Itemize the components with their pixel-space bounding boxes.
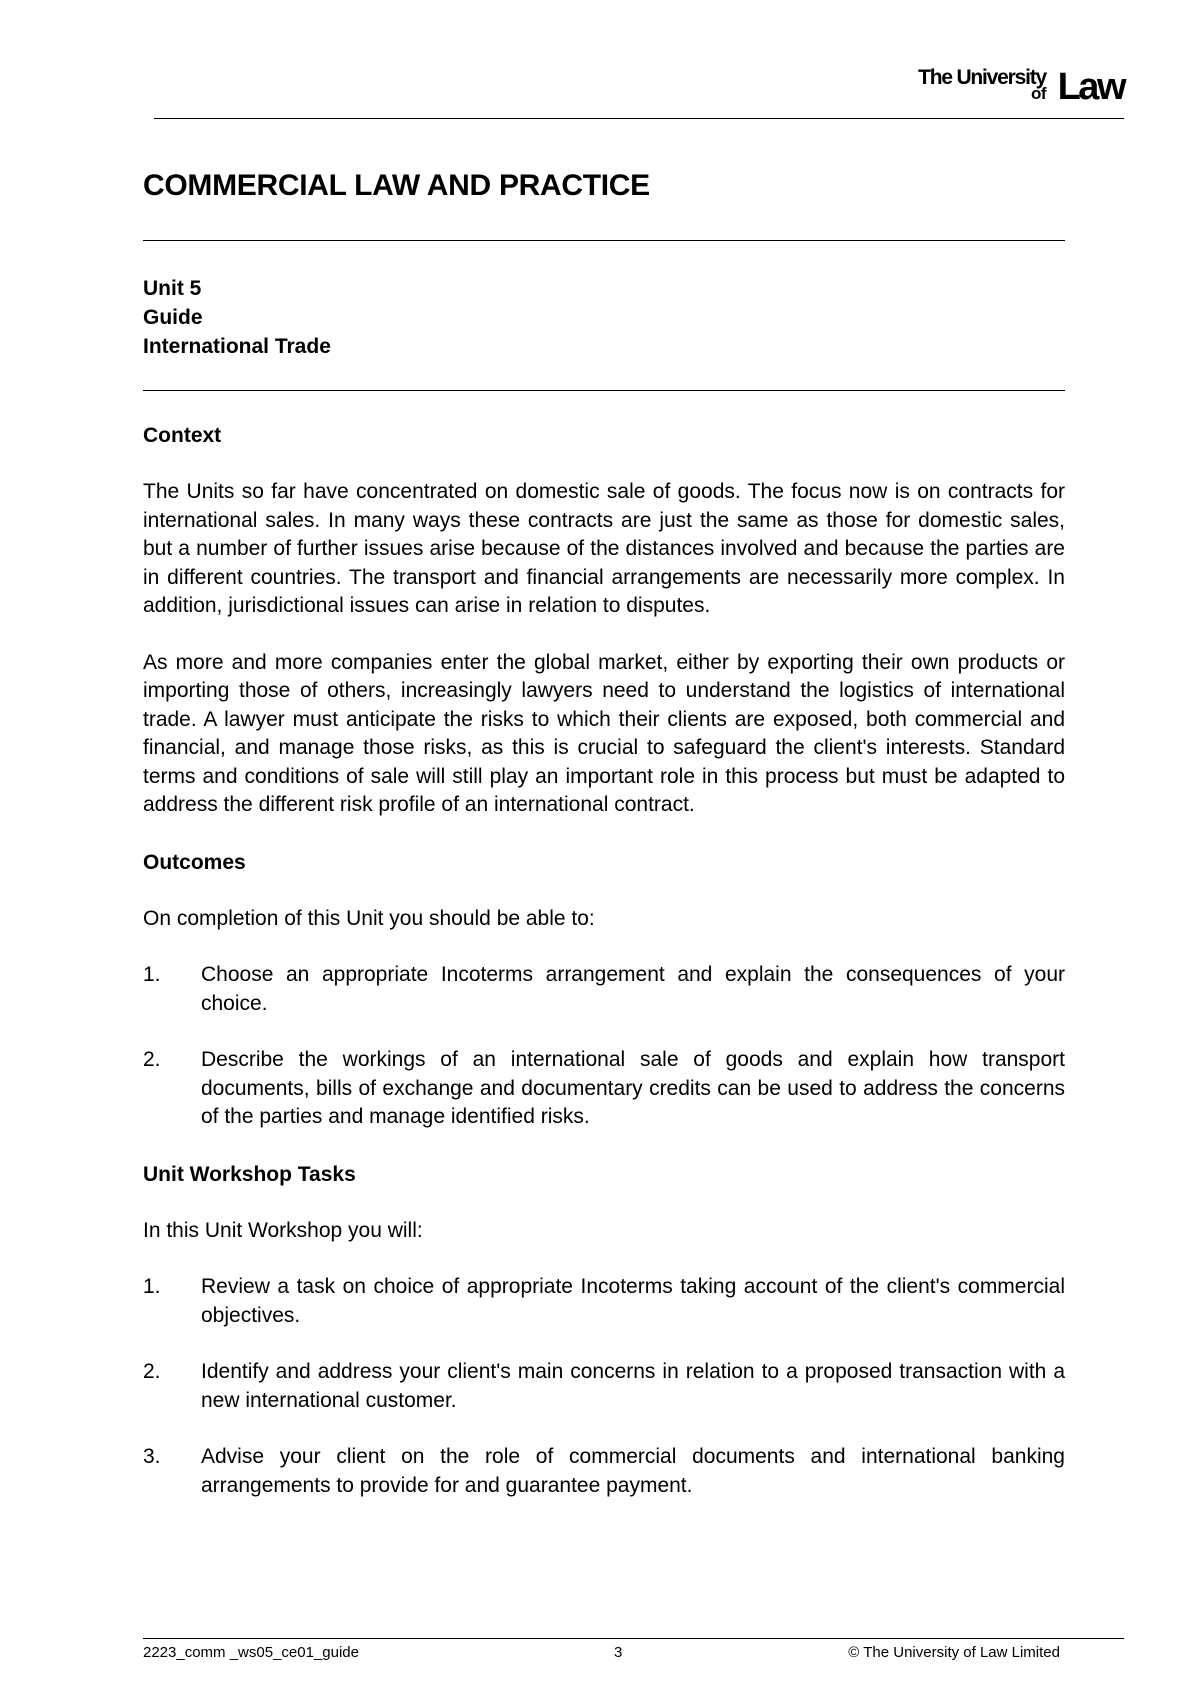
context-paragraph-1: The Units so far have concentrated on domestic sale of goods. The focus now is on contracts for international sales. In many ways these contracts are just the same as those for domestic sales, but a number of further issues arise because of the distances involved and because the parties are in different countries. The transport and financial arrangements are necessarily more complex. In addition, jurisdictional issues can arise in relation to disputes.	[143, 480, 1065, 617]
list-item	[143, 1358, 1065, 1415]
list-item-number: 1.	[143, 1275, 161, 1298]
list-item	[143, 1443, 1065, 1500]
unit-type: Guide	[143, 306, 203, 329]
list-item-number: 3.	[143, 1445, 161, 1468]
context-heading: Context	[143, 424, 222, 447]
list-item	[143, 1046, 1065, 1132]
logo-text-of: of	[1030, 84, 1046, 103]
outcomes-heading: Outcomes	[143, 850, 246, 874]
list-item-number: 2.	[143, 1360, 161, 1383]
list-item-text: Identify and address your client's main concerns in relation to a proposed transaction with a new international customer.	[201, 1360, 1065, 1412]
unit-info	[143, 274, 1065, 361]
logo-text-university: The University	[918, 66, 1046, 89]
list-item	[143, 961, 1065, 1018]
list-item-text: Review a task on choice of appropriate Incoterms taking account of the client's commercial objectives.	[201, 1275, 1065, 1327]
tasks-intro: In this Unit Workshop you will:	[143, 1218, 423, 1242]
list-item-text: Advise your client on the role of commercial documents and international banking arrangements to provide for and guarantee payment.	[201, 1445, 1065, 1497]
footer-document-code: 2223_comm _ws05_ce01_guide	[143, 1644, 359, 1661]
list-item-number: 1.	[143, 963, 161, 986]
tasks-list	[143, 1273, 1065, 1500]
outcomes-intro: On completion of this Unit you should be able to:	[143, 906, 595, 930]
list-item-number: 2.	[143, 1048, 161, 1071]
list-item	[143, 1273, 1065, 1330]
document-title: COMMERCIAL LAW AND PRACTICE	[143, 169, 650, 202]
outcomes-list	[143, 961, 1065, 1132]
document-body	[143, 168, 1065, 1500]
title-divider	[143, 240, 1065, 241]
unit-topic: International Trade	[143, 335, 331, 358]
footer-copyright: © The University of Law Limited	[848, 1644, 1060, 1661]
list-item-text: Choose an appropriate Incoterms arrangement and explain the consequences of your choice.	[201, 963, 1065, 1015]
footer-divider	[143, 1638, 1124, 1639]
context-paragraph-2: As more and more companies enter the global market, either by exporting their own products or importing those of others, increasingly lawyers need to understand the logistics of international trade. A lawyer must anticipate the risks to which their clients are exposed, both commercial and financial, and manage those risks, as this is crucial to safeguard the client's interests. Standard terms and conditions of sale will still play an important role in this process but must be adapted to address the different risk profile of an international contract.	[143, 650, 1065, 816]
header-divider	[154, 118, 1124, 119]
unit-divider	[143, 390, 1065, 391]
footer-page-number: 3	[614, 1644, 623, 1661]
list-item-text: Describe the workings of an international sale of goods and explain how transport documents, bills of exchange and documentary credits can be used to address the concerns of the parties and manage identified risks.	[201, 1048, 1065, 1128]
university-logo	[904, 62, 1124, 106]
tasks-heading: Unit Workshop Tasks	[143, 1162, 356, 1186]
unit-number: Unit 5	[143, 277, 202, 300]
logo-text-law: Law	[1057, 66, 1124, 108]
